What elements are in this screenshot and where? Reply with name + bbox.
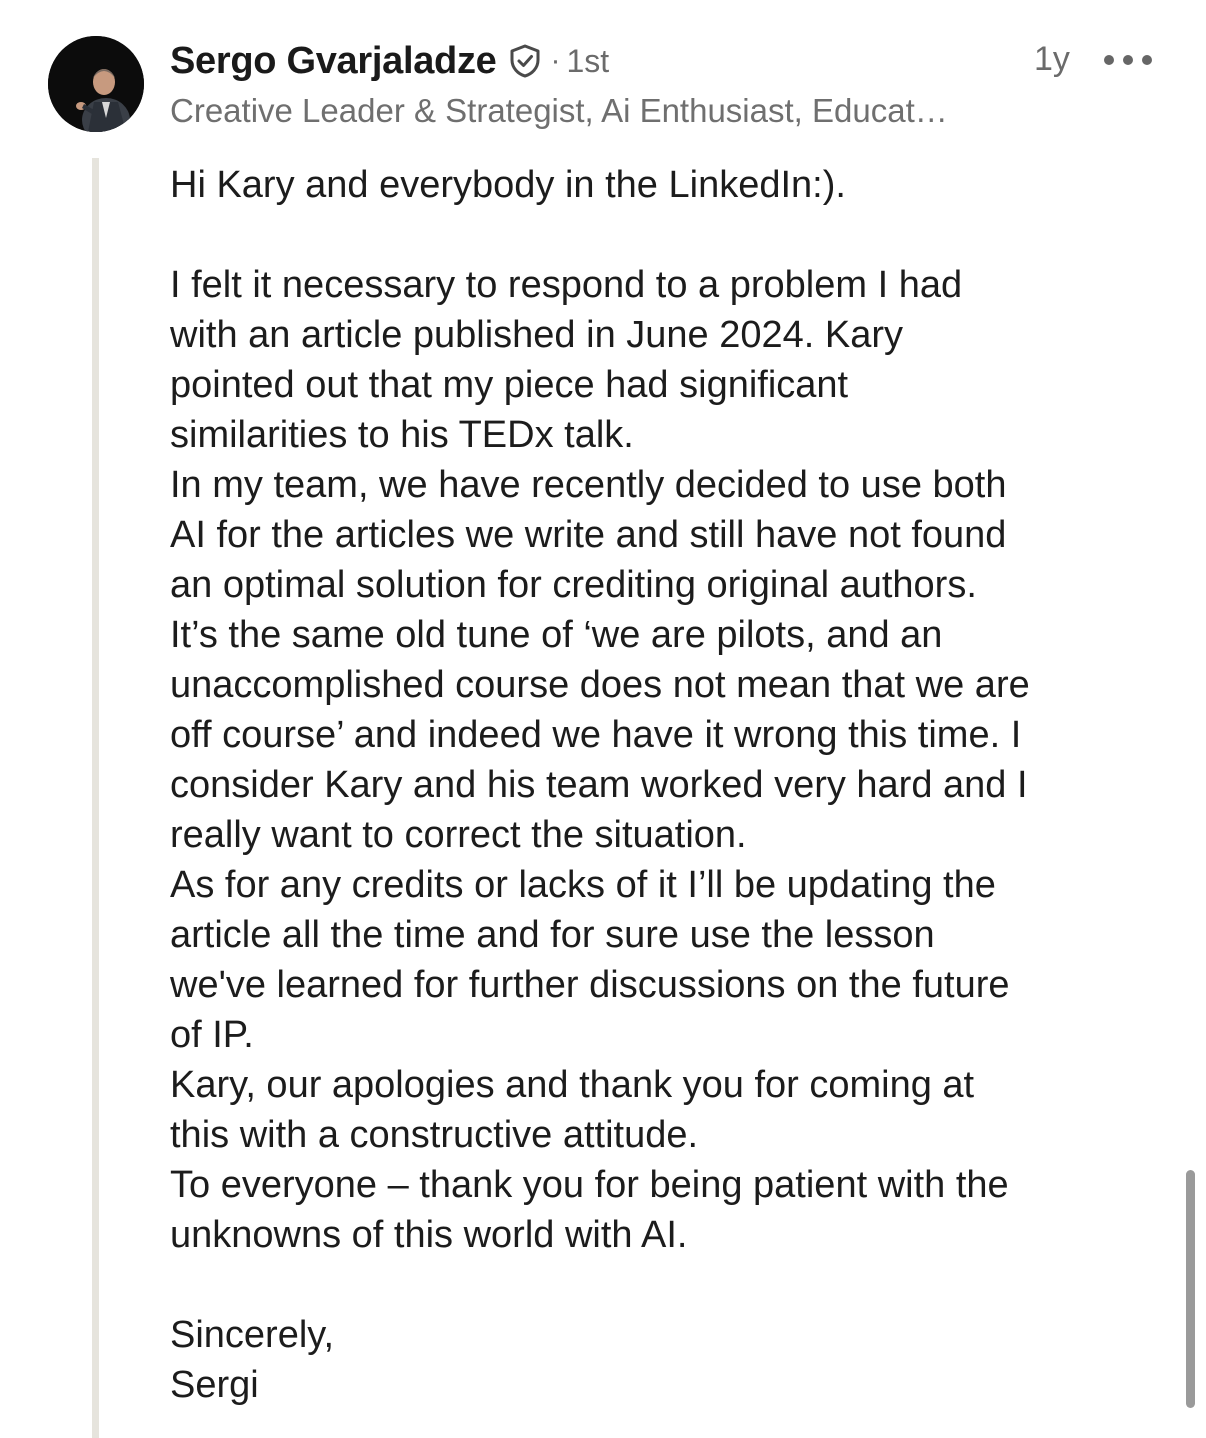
scrollbar-thumb[interactable]	[1186, 1170, 1195, 1408]
author-headline: Creative Leader & Strategist, Ai Enthusiast, Educat…	[170, 92, 948, 129]
comment-text-line: To everyone – thank you for being patient with the	[170, 1164, 1009, 1206]
comment-text-line: pointed out that my piece had significant	[170, 364, 849, 406]
ellipsis-icon	[1104, 55, 1114, 65]
comment-text-line: consider Kary and his team worked very hard and I	[170, 764, 1028, 806]
separator-dot: ·	[550, 44, 561, 77]
comment-blank-line	[170, 210, 1170, 260]
comment-text-line: As for any credits or lacks of it I’ll be updating the	[170, 864, 996, 906]
verified-shield-icon	[509, 44, 541, 78]
comment-text-line: It’s the same old tune of ‘we are pilots, and an	[170, 614, 943, 656]
comment-blank-line	[170, 1260, 1170, 1310]
comment-text-line: Sincerely,	[170, 1314, 335, 1356]
comment-text-line: Sergi	[170, 1364, 259, 1406]
comment-text-line: with an article published in June 2024. Kary	[170, 314, 904, 356]
comment-text-line: article all the time and for sure use the lesson	[170, 914, 935, 956]
comment-text-line: really want to correct the situation.	[170, 814, 747, 856]
thread-line	[92, 158, 99, 1438]
comment-text-line: unaccomplished course does not mean that we are	[170, 664, 1030, 706]
comment-text-line: an optimal solution for crediting original authors.	[170, 564, 977, 606]
comment-text-line: In my team, we have recently decided to use both	[170, 464, 1007, 506]
comment-text-line: unknowns of this world with AI.	[170, 1214, 688, 1256]
comment-text-line: I felt it necessary to respond to a problem I had	[170, 264, 963, 306]
author-name-row	[170, 38, 609, 84]
comment-body	[170, 160, 1170, 1410]
comment-text-line: Kary, our apologies and thank you for coming at	[170, 1064, 975, 1106]
comment-text-line: similarities to his TEDx talk.	[170, 414, 634, 456]
comment-text-line: off course’ and indeed we have it wrong this time. I	[170, 714, 1022, 756]
author-avatar[interactable]	[48, 36, 144, 132]
comment-text-line: AI for the articles we write and still have not found	[170, 514, 1007, 556]
connection-degree: 1st	[566, 42, 610, 79]
comment-text-line: this with a constructive attitude.	[170, 1114, 699, 1156]
comment-text-line: we've learned for further discussions on the future	[170, 964, 1010, 1006]
ellipsis-icon	[1123, 55, 1133, 65]
ellipsis-icon	[1142, 55, 1152, 65]
more-options-button[interactable]	[1104, 42, 1152, 78]
comment-text-line: of IP.	[170, 1014, 254, 1056]
author-name[interactable]: Sergo Gvarjaladze	[170, 39, 497, 82]
comment-timestamp: 1y	[1034, 40, 1070, 78]
comment-text-line: Hi Kary and everybody in the LinkedIn:).	[170, 164, 846, 206]
